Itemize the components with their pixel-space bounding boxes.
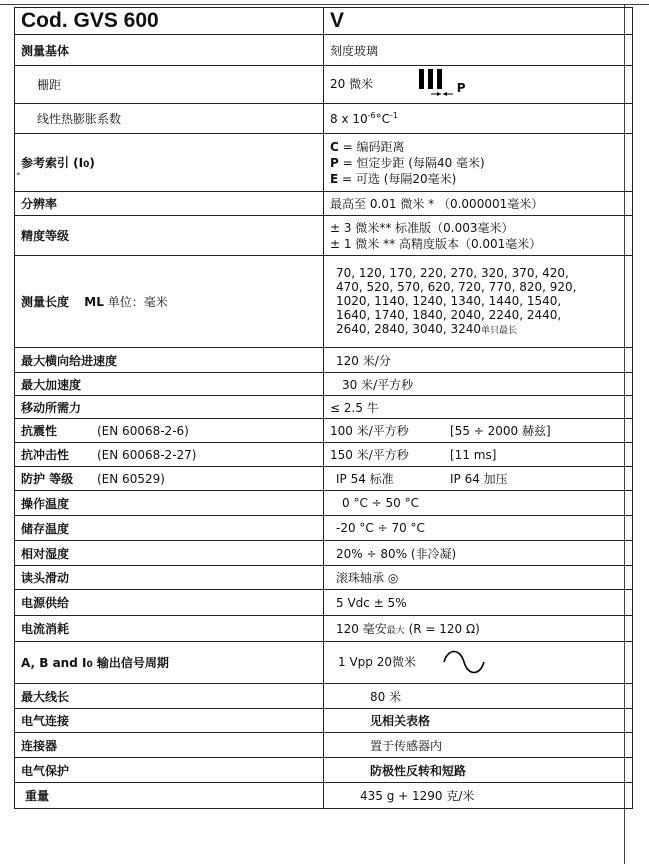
grating-pitch-icon — [417, 67, 487, 102]
row-label: 最大线长 — [15, 684, 324, 709]
row-value: 20% ÷ 80% (非冷凝) — [324, 541, 633, 566]
row-value: 30 米/平方秒 — [324, 373, 633, 396]
ref-label: 参考索引 (I — [21, 156, 84, 170]
signal-label: A, B and I — [21, 656, 87, 670]
row-value — [324, 467, 633, 491]
row-label — [15, 419, 324, 443]
row-label-std: (EN 60068-2-6) — [97, 424, 189, 438]
current-value: 120 毫安 — [336, 622, 387, 636]
cte-base: 8 x 10 — [330, 112, 368, 126]
row-value — [324, 642, 633, 684]
row-label — [15, 134, 324, 192]
table-row — [15, 684, 633, 709]
row-label — [15, 443, 324, 467]
row-value: 刻度玻璃 — [324, 35, 633, 66]
row-value — [324, 134, 633, 192]
ref-label-end: ) — [89, 156, 95, 170]
table-row — [15, 396, 633, 419]
row-value: 滚珠轴承 ◎ — [324, 566, 633, 590]
table-row — [15, 348, 633, 373]
signal-label-sub: 0 — [86, 660, 93, 670]
row-label: 相对湿度 — [15, 541, 324, 566]
row-label — [15, 467, 324, 491]
row-value: -20 °C ÷ 70 °C — [324, 516, 633, 541]
ref-line — [330, 139, 626, 155]
row-value — [324, 616, 633, 642]
row-label: 栅距 — [15, 66, 324, 104]
table-row — [15, 758, 633, 783]
row-value-text: 100 米/平方秒 — [330, 424, 409, 438]
table-row — [15, 590, 633, 616]
length-line — [336, 322, 626, 338]
row-value: 5 Vdc ± 5% — [324, 590, 633, 616]
length-note: 单只最长 — [481, 325, 518, 336]
row-label: 移动所需力 — [15, 396, 324, 419]
sine-wave-icon — [442, 646, 492, 679]
cte-exp: -6 — [367, 111, 376, 120]
table-header-row — [15, 8, 633, 35]
row-label: 电流消耗 — [15, 616, 324, 642]
table-row — [15, 256, 633, 348]
table-row — [15, 192, 633, 216]
ref-line — [330, 155, 626, 171]
row-value: 置于传感器内 — [324, 733, 633, 758]
row-label: 分辨率 — [15, 192, 324, 216]
current-sub: 最大 — [386, 626, 405, 636]
row-value — [324, 419, 633, 443]
row-label-text: 抗冲击性 — [21, 448, 70, 462]
ref-text: = 可选 (每隔20毫米) — [338, 171, 457, 186]
top-border-line — [0, 4, 649, 5]
table-row — [15, 35, 633, 66]
ref-key: P — [330, 155, 339, 170]
table-row — [15, 467, 633, 491]
row-label: 储存温度 — [15, 516, 324, 541]
row-value: 435 g + 1290 克/米 — [324, 783, 633, 809]
ref-key: C — [330, 139, 339, 154]
row-label: 电气连接 — [15, 709, 324, 733]
table-row — [15, 516, 633, 541]
ref-label-sub: 0 — [83, 160, 90, 170]
row-label: 线性热膨胀系数 — [15, 104, 324, 134]
pitch-icon-label: P — [456, 81, 466, 95]
length-line: 470, 520, 570, 620, 720, 770, 820, 920, — [336, 279, 577, 294]
model-code: Cod. GVS 600 — [15, 8, 324, 35]
row-value: 见相关表格 — [324, 709, 633, 733]
row-label: 电源供给 — [15, 590, 324, 616]
table-row — [15, 66, 633, 104]
row-value: 最高至 0.01 微米 * （0.000001毫米） — [324, 192, 633, 216]
length-line: 1020, 1140, 1240, 1340, 1440, 1540, — [336, 293, 562, 308]
length-line: 1640, 1740, 1840, 2040, 2240, 2440, — [336, 307, 562, 322]
row-value — [324, 66, 633, 104]
row-label: 精度等级 — [15, 216, 324, 256]
row-label — [15, 256, 324, 348]
spec-table — [14, 7, 633, 809]
length-line: 70, 120, 170, 220, 270, 320, 370, 420, — [336, 265, 569, 280]
row-value-extra: [11 ms] — [450, 448, 497, 462]
row-value — [324, 256, 633, 348]
cte-unit-exp: -1 — [390, 111, 398, 120]
row-label — [15, 642, 324, 684]
grating-pitch-value: 20 微米 — [330, 77, 374, 91]
table-row — [15, 491, 633, 516]
table-row — [15, 642, 633, 684]
row-value: 120 米/分 — [324, 348, 633, 373]
table-row — [15, 616, 633, 642]
length-last: 2640, 2840, 3040, 3240 — [336, 321, 482, 336]
row-label: 电气保护 — [15, 758, 324, 783]
accuracy-line: ± 3 微米** 标准版（0.003毫米） — [330, 220, 514, 235]
table-row — [15, 104, 633, 134]
row-label-text: 防护 等级 — [21, 472, 74, 486]
ref-note-mark: ° — [16, 172, 21, 182]
row-value-text: 150 米/平方秒 — [330, 448, 409, 462]
table-row — [15, 419, 633, 443]
row-label: 测量基体 — [15, 35, 324, 66]
row-value: 防极性反转和短路 — [324, 758, 633, 783]
row-value-text: IP 54 标准 — [336, 472, 394, 486]
table-row — [15, 733, 633, 758]
row-value — [324, 443, 633, 467]
table-row — [15, 783, 633, 809]
row-value-extra: IP 64 加压 — [450, 472, 508, 486]
ref-line — [330, 171, 626, 187]
cte-unit: °C — [375, 112, 391, 126]
length-label-unit: 单位：毫米 — [103, 295, 168, 309]
row-value: 0 °C ÷ 50 °C — [324, 491, 633, 516]
row-value: 80 米 — [324, 684, 633, 709]
row-label-std: (EN 60068-2-27) — [97, 448, 197, 462]
row-value: ≤ 2.5 牛 — [324, 396, 633, 419]
table-row — [15, 566, 633, 590]
row-label: 最大横向给进速度 — [15, 348, 324, 373]
row-label: 操作温度 — [15, 491, 324, 516]
length-label: 测量长度 — [21, 295, 70, 309]
length-label-ml: ML — [84, 295, 104, 309]
row-value — [324, 104, 633, 134]
table-row — [15, 216, 633, 256]
table-row — [15, 443, 633, 467]
row-label: 连接器 — [15, 733, 324, 758]
row-value — [324, 216, 633, 256]
table-row — [15, 134, 633, 192]
current-end: (R = 120 Ω) — [404, 622, 480, 636]
ref-text: = 编码距离 — [338, 139, 405, 154]
row-value-extra: [55 ÷ 2000 赫兹] — [450, 424, 551, 438]
table-row — [15, 541, 633, 566]
ref-text: = 恒定步距 (每隔40 毫米) — [338, 155, 485, 170]
accuracy-line: ± 1 微米 ** 高精度版本（0.001毫米） — [330, 236, 542, 251]
signal-label-end: 输出信号周期 — [92, 656, 169, 670]
signal-value: 1 Vpp 20微米 — [338, 655, 416, 669]
ref-key: E — [330, 171, 339, 186]
table-row — [15, 709, 633, 733]
table-row — [15, 373, 633, 396]
row-label-std: (EN 60529) — [97, 472, 165, 486]
row-label: 重量 — [15, 783, 324, 809]
row-label-text: 抗震性 — [21, 424, 58, 438]
row-label: 最大加速度 — [15, 373, 324, 396]
row-label: 读头滑动 — [15, 566, 324, 590]
version-code: V — [324, 8, 633, 35]
